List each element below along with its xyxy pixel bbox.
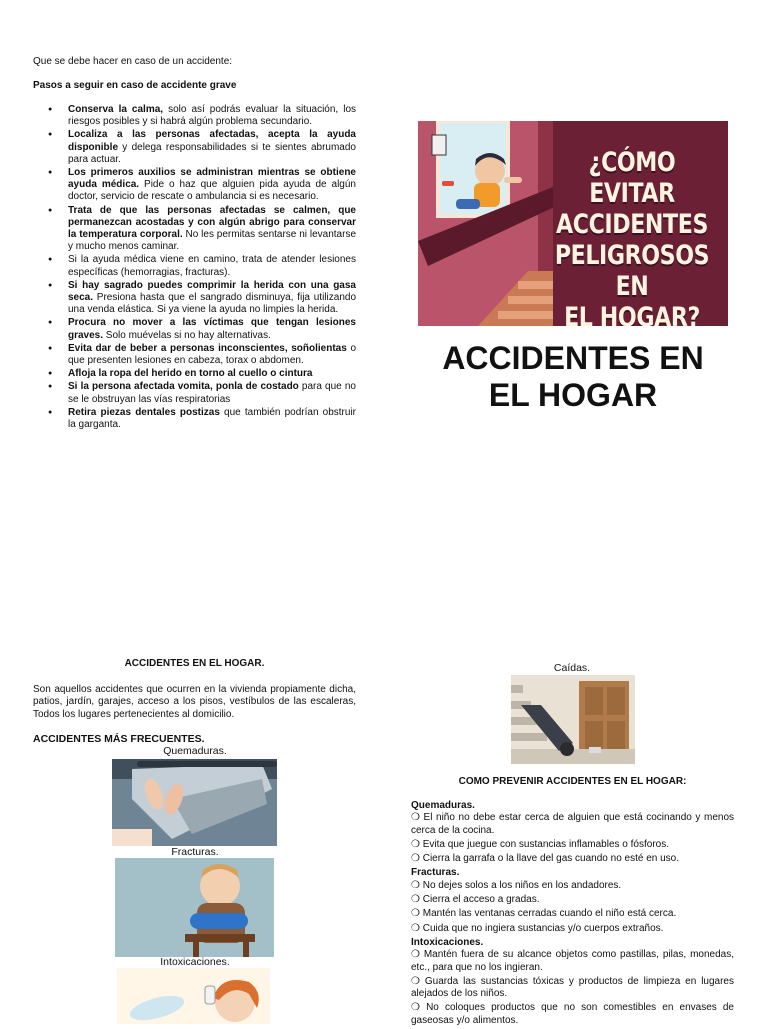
hero-title-line: ACCIDENTES bbox=[556, 209, 708, 240]
list-item: ❍ Guarda las sustancias tóxicas y productos de limpieza en lugares alejados de los niños. bbox=[411, 975, 734, 1000]
list-item bbox=[33, 343, 356, 367]
step-text: No les permitas sentarse ni levantarse y mucho menos caminar. bbox=[68, 229, 357, 253]
list-item bbox=[33, 205, 356, 254]
cover-title bbox=[418, 340, 728, 414]
step-text: Presiona hasta que el sangrado disminuya, fija utilizando una venda elástica. Si ya viene la ayuda no limpies la herida. bbox=[68, 292, 356, 316]
poisoning-photo bbox=[117, 968, 270, 1024]
list-item: ❍ No dejes solos a los niños en los andadores. bbox=[411, 879, 622, 891]
list-item: ❍ El niño no debe estar cerca de alguien que está cocinando y menos cerca de la cocina. bbox=[411, 812, 734, 836]
section-heading: Quemaduras. bbox=[411, 800, 475, 811]
step-text: Pide o haz que alguien pida ayuda de algún doctor, servicio de rescate o ambulancia si es necesario. bbox=[68, 179, 356, 203]
step-bold: Afloja la ropa del herido en torno al cuello o cintura bbox=[68, 368, 313, 380]
falls-photo bbox=[511, 675, 635, 764]
accidents-title: ACCIDENTES EN EL HOGAR. bbox=[124, 658, 265, 669]
list-item bbox=[33, 317, 356, 341]
hero-title-line: EL HOGAR? bbox=[564, 302, 700, 326]
list-item: ❍ Cierra la garrafa o la llave del gas cuando no esté en uso. bbox=[411, 853, 680, 865]
step-text: Si la ayuda médica viene en camino, trata de atender lesiones específicas (hemorragias, fracturas). bbox=[68, 254, 356, 278]
step-text: Solo muévelas si no hay alternativas. bbox=[103, 329, 271, 341]
step-bold: Si la persona afectada vomita, ponla de costado bbox=[68, 381, 299, 393]
caption-falls: Caídas. bbox=[553, 662, 591, 674]
step-bold: Los primeros auxilios se administran mientras se obtiene ayuda médica. bbox=[68, 167, 356, 191]
list-item bbox=[33, 381, 356, 405]
list-item: ❍ Cierra el acceso a gradas. bbox=[411, 894, 540, 906]
step-text: solo así podrás evaluar la situación, los riesgos posibles y si habrá algún problema secundario. bbox=[68, 104, 357, 128]
burns-photo bbox=[112, 759, 277, 846]
list-item bbox=[33, 280, 356, 317]
step-bold: Conserva la calma, bbox=[68, 104, 164, 115]
list-item: ❍ No coloques productos que no son comestibles en envases de gaseosas y/o alimentos. bbox=[411, 1002, 734, 1026]
step-bold: Retira piezas dentales postizas bbox=[68, 406, 220, 418]
hero-title bbox=[550, 147, 714, 326]
cover-title-line: ACCIDENTES EN bbox=[442, 340, 704, 376]
intro-text: Que se debe hacer en caso de un accidente: bbox=[33, 56, 233, 67]
section-heading: Fracturas. bbox=[411, 867, 460, 879]
list-item bbox=[33, 104, 356, 128]
prevention-title: COMO PREVENIR ACCIDENTES EN EL HOGAR: bbox=[458, 776, 687, 787]
caption-poisoning: Intoxicaciones. bbox=[160, 956, 230, 968]
section-heading: Intoxicaciones. bbox=[411, 936, 484, 948]
steps-list bbox=[33, 104, 356, 432]
step-text: para que no se le obstruyan las vías respiratorias bbox=[68, 381, 356, 405]
step-text: y delega responsabilidades si te sientes abrumado para actuar. bbox=[68, 141, 356, 165]
steps-heading: Pasos a seguir en caso de accidente grave bbox=[33, 80, 237, 91]
prevention-body bbox=[411, 800, 734, 1029]
step-bold: Localiza a las personas afectadas, acepta la ayuda disponible bbox=[68, 129, 356, 153]
step-text: que también podrían obstruir la garganta. bbox=[68, 406, 356, 431]
accidents-description: Son aquellos accidentes que ocurren en la vivienda propiamente dicha, patios, jardín, garajes, acceso a los pisos, vestíbulos de las escaleras, Todos los lugares pertenecientes al domicilio. bbox=[33, 684, 356, 720]
step-bold: Si hay sagrado puedes comprimir la herida con una gasa seca. bbox=[68, 279, 356, 304]
list-item: ❍ Evita que juegue con sustancias inflamables o fósforos. bbox=[411, 838, 669, 850]
burns-illustration bbox=[112, 759, 277, 846]
list-item: ❍ Cuida que no ingiera sustancias y/o cuerpos extraños. bbox=[411, 922, 664, 934]
poisoning-illustration bbox=[117, 968, 270, 1024]
list-item: ❍ Mantén fuera de su alcance objetos como pastillas, pilas, monedas, etc., para que no los ingieran. bbox=[411, 949, 734, 973]
fractures-photo bbox=[115, 858, 274, 957]
hero-title-line: ¿CÓMO EVITAR bbox=[588, 147, 676, 209]
caption-fractures: Fracturas. bbox=[171, 846, 219, 858]
step-bold: Evita dar de beber a personas inconscientes, soñolientas bbox=[68, 342, 347, 354]
fractures-illustration bbox=[115, 858, 274, 957]
cover-title-line: EL HOGAR bbox=[488, 377, 658, 413]
list-item bbox=[33, 407, 356, 431]
caption-burns: Quemaduras. bbox=[163, 745, 227, 757]
list-item bbox=[33, 167, 356, 204]
step-bold: Procura no mover a las víctimas que tengan lesiones graves. bbox=[68, 317, 356, 341]
frequent-heading: ACCIDENTES MÁS FRECUENTES. bbox=[33, 733, 205, 745]
step-bold: Trata de que las personas afectadas se calmen, que permanezcan acostadas y con algún abrigo para conservar la temperatura corporal. bbox=[68, 204, 356, 241]
list-item bbox=[33, 254, 356, 278]
list-item bbox=[33, 129, 356, 166]
hero-image bbox=[418, 121, 728, 326]
step-text: o que presenten lesiones en cabeza, torax o abdomen. bbox=[68, 342, 356, 367]
list-item: ❍ Mantén las ventanas cerradas cuando el niño está cerca. bbox=[411, 908, 677, 920]
hero-title-line: PELIGROSOS EN bbox=[554, 240, 710, 302]
list-item bbox=[33, 368, 356, 380]
falls-illustration bbox=[511, 675, 635, 764]
